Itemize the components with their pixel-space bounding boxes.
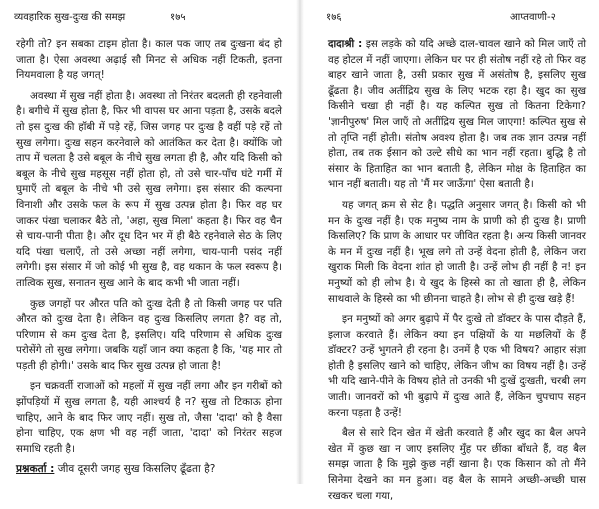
question-paragraph [16,462,282,478]
paragraph: इन चक्रवर्ती राजाओं को महलों में सुख नहीं लगा और इन गरीबों को झोंपड़ियों में सुख लगता है, यही आश्चर्य है न? सुख तो टिकाऊ होना चाहिए, आने के बाद फिर जाए नहीं। सुख तो, जैसा 'दादा' को है वैसा होना चाहिए, एक क्षण भी वह नहीं जाता, 'दादा' को निरंतर सहज समाधि रहती है। [16,380,282,455]
left-page-number: १७५ [170,12,186,23]
right-page-number: १७६ [326,12,342,23]
right-body-text [328,37,586,509]
answer-text: इस लड़के को यदि अच्छे दाल-चावल खाने को मिल जाएँ तो वह होटल में नहीं जाएगा। लेकिन घर पर ही संतोष नहीं रहे तो फिर वह बाहर खाने जाता है, उसी प्रकार सुख में असंतोष है, इसलिए सुख ढूँढता है। जीव अतींद्रिय सुख के लिए भटक रहा है। खुद का सुख किसीने चखा ही नहीं है। यह कल्पित सुख तो कितना टिकेगा? 'ज्ञानीपुरुष' मिल जाएँ तो अतींद्रिय सुख मिल जाएगा! कल्पित सुख से तो तृप्ति नहीं होती। संतोष अवश्य होता है। जब तक ज्ञान उत्पन्न नहीं होता, तब तक ईसान को उल्टे सीधे का भान नहीं रहता। बुद्धि है तो संसार के हिताहित का भान बताती है, लेकिन मोक्ष के हिताहित का भान नहीं बताती। यह तो 'मैं मर जाऊँगा' ऐसा बताती है। [328,38,586,191]
paragraph: बैल से सारे दिन खेत में खेती करवाते हैं और खुद का बैल अपने खेत में कुछ खा न जाए इसलिए मुँह पर छींका बाँधते हैं, वह बैल समझ जाता है कि मुझे कुछ नहीं खाना है। एक किसान को तो मैंने सिनेमा देखने का मन हुआ। वह बैल के सामने अच्छी-अच्छी घास रखकर चला गया, [328,427,586,502]
paragraph: यह जगत् क्रम से सेट है। पद्धति अनुसार जगत् है। किसी को भी मन के दुःख नहीं है। एक मनुष्य नाम के प्राणी को ही दुःख है। प्राणी किसलिए? कि प्राण के आधार पर जीवित रहता है। अन्य किसी जानवर के मन में दुःख नहीं है। भूख लगे तो उन्हें वेदना होती है, लेकिन जरा खुराक मिली कि वेदना शांत हो जाती है। उन्हें लोभ ही नहीं है न! इन मनुष्यों को ही लोभ है। ये खुद के हिस्से का तो खाता ही है, लेकिन साथवाले के हिस्से का भी छीनना चाहते है। लोभ से ही दुःख खड़े हैं! [328,198,586,305]
paragraph: अवस्था में सुख नहीं होता है। अवस्था तो निरंतर बदलती ही रहनेवाली है। बगीचे में सुख होता है, फिर भी वापस घर आना पड़ता है, उसके बदले तो इस दुःख की हॉबी में पड़े रहें, जिस जगह पर दुःख है वहीं पड़े रहें तो सुख लगेगा। दुःख सहन करनेवाले को आतंकित कर देता है। क्योंकि जो ताप में चलता है उसे बबूल के नीचे सुख लगता ही है, और यदि किसी को बबूल के नीचे सुख महसूस नहीं होता हो, तो उसे चार-पाँच घंटे गर्मी में घुमाएँ तो बबूल के नीचे भी उसे सुख लगेगा। इस संसार की कल्पना विनाशी और उसके फल के रूप में सुख उत्पन्न होता है। फिर वह घर जाकर पंखा चलाकर बैठे तो, 'अहा, सुख मिला' कहता है। फिर वह चैन से चाय-पानी पीता है। और दूध दिन भर में ही बैठे रहनेवाले सेठ के लिए यदि पंखा चलाएँ, तो उसे अच्छा नहीं लगेगा, चाय-पानी पसंद नहीं लगेगी। इस संसार में जो कोई भी सुख है, वह थकान के फल स्वरूप है। तात्विक सुख, सनातन सुख आने के बाद कभी भी जाता नहीं। [16,89,282,289]
right-page [300,0,599,502]
question-text: जीव दूसरी जगह सुख किसलिए ढूँढता है? [57,463,216,476]
left-header-title: व्यवहारिक सुख-दुःख की समझ [14,12,126,23]
questioner-label: प्रश्नकर्ता : [16,463,55,476]
dadashri-label: दादाश्री : [328,38,363,50]
paragraph: इन मनुष्यों को अगर बुढ़ापे में पैर दुःखे तो डॉक्टर के पास दौड़ते हैं, इलाज करवाते हैं। लेकिन क्या इन पक्षियों के या मछलियों के हैं डॉक्टर? उन्हें भुगतने ही रहना है। उनमें है एक भी विषय? आहार संज्ञा होती है इसलिए खाने को चाहिए, लेकिन जीभ का विषय नहीं है। उन्हें भी यदि खाने-पीने के विषय होते तो उनकी भी दुःखें दुःखती, चरबी लग जाती। जानवरों को भी बुढ़ापे में दुःख आते हैं, लेकिन चुपचाप सहन करना पड़ता है उन्हें! [328,313,586,419]
answer-paragraph [328,37,586,193]
paragraph: कुछ जगहों पर औरत पति को दुःख देती है तो किसी जगह पर पति औरत को दुःख देता है। लेकिन वह दुःख किसलिए लगता है? वह तो, परिणाम से कम दुःख देता है, इसलिए। यदि परिणाम से अधिक दुःख परोसेंगे तो सुख लगेगा। जबकि यहाँ जान क्या कहता है कि, 'यह मार तो पड़ती ही होगी।' उसके बाद फिर सुख उत्पन्न हो जाता है! [16,297,282,372]
left-body-text [16,37,282,483]
right-header-title: आप्तवाणी-२ [510,12,556,23]
left-page [0,0,300,484]
paragraph: रहेगी तो? इन सबका टाइम होता है। काल पक जाए तब दुःखना बंद हो जाता है। ऐसा अवस्था अढ़ाई सौ मिनट से अधिक नहीं टिकती, इतना नियमवाला है यह जगत्! [16,38,282,82]
